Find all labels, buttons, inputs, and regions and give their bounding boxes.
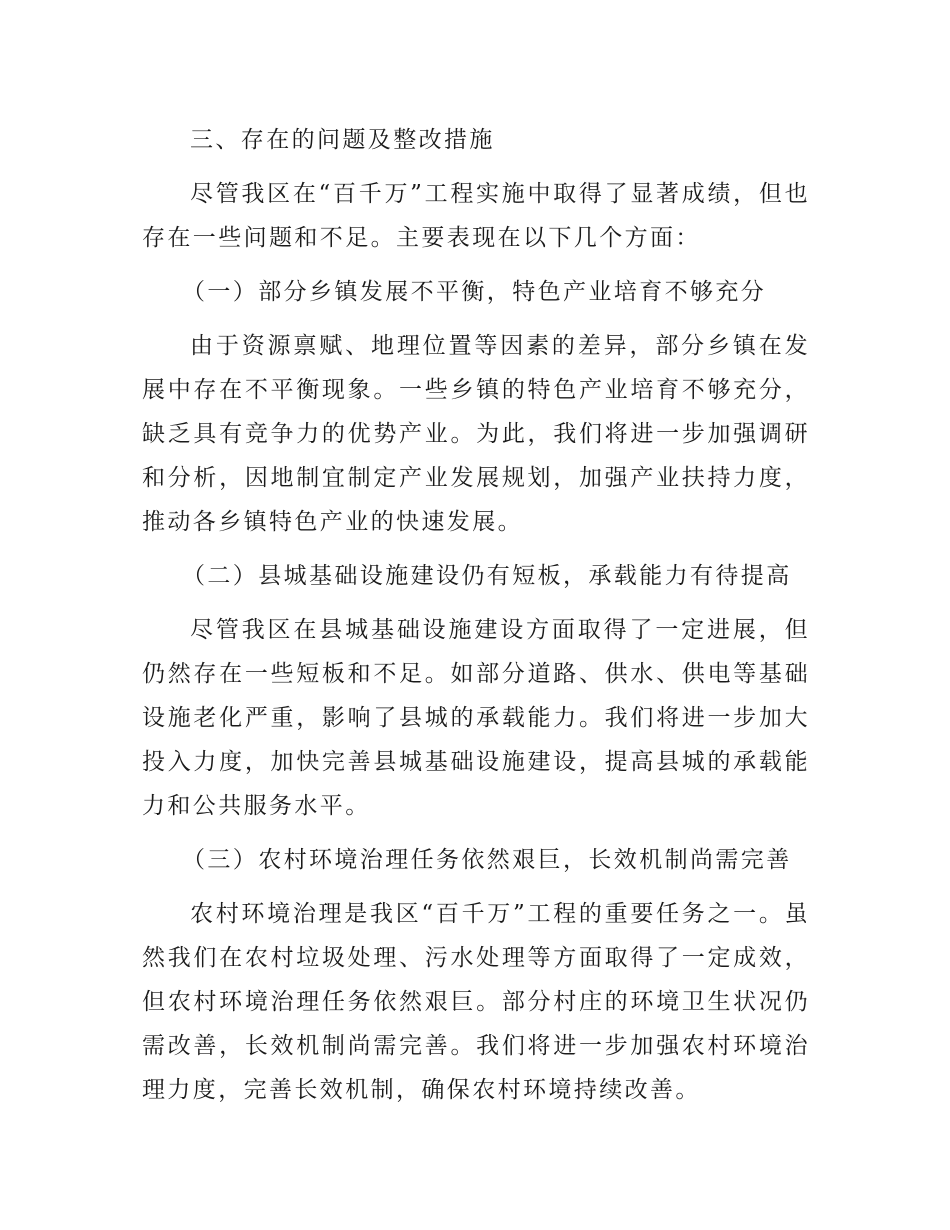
item-3-body: 农村环境治理是我区“百千万”工程的重要任务之一。虽然我们在农村垃圾处理、污水处理等方面取得了一定成效，但农村环境治理任务依然艰巨。部分村庄的环境卫生状况仍需改善，长效机制尚需完善。我们将进一步加强农村环境治理力度，完善长效机制，确保农村环境持续改善。 bbox=[142, 901, 810, 1103]
item-1-title: （一）部分乡镇发展不平衡，特色产业培育不够充分 bbox=[182, 279, 767, 305]
item-2-body: 尽管我区在县城基础设施建设方面取得了一定进展，但仍然存在一些短板和不足。如部分道路、供水、供电等基础设施老化严重，影响了县城的承载能力。我们将进一步加大投入力度，加快完善县城基础设施建设，提高县城的承载能力和公共服务水平。 bbox=[142, 617, 810, 819]
intro-paragraph: 尽管我区在“百千万”工程实施中取得了显著成绩，但也存在一些问题和不足。主要表现在以下几个方面： bbox=[142, 181, 810, 251]
section-heading: 三、存在的问题及整改措施 bbox=[190, 127, 495, 153]
document-body bbox=[142, 118, 810, 1122]
item-3-title: （三）农村环境治理任务依然艰巨，长效机制尚需完善 bbox=[182, 847, 792, 873]
item-2-title: （二）县城基础设施建设仍有短板，承载能力有待提高 bbox=[182, 563, 792, 589]
item-1-body: 由于资源禀赋、地理位置等因素的差异，部分乡镇在发展中存在不平衡现象。一些乡镇的特色产业培育不够充分，缺乏具有竞争力的优势产业。为此，我们将进一步加强调研和分析，因地制宜制定产业发展规划，加强产业扶持力度，推动各乡镇特色产业的快速发展。 bbox=[142, 333, 810, 535]
